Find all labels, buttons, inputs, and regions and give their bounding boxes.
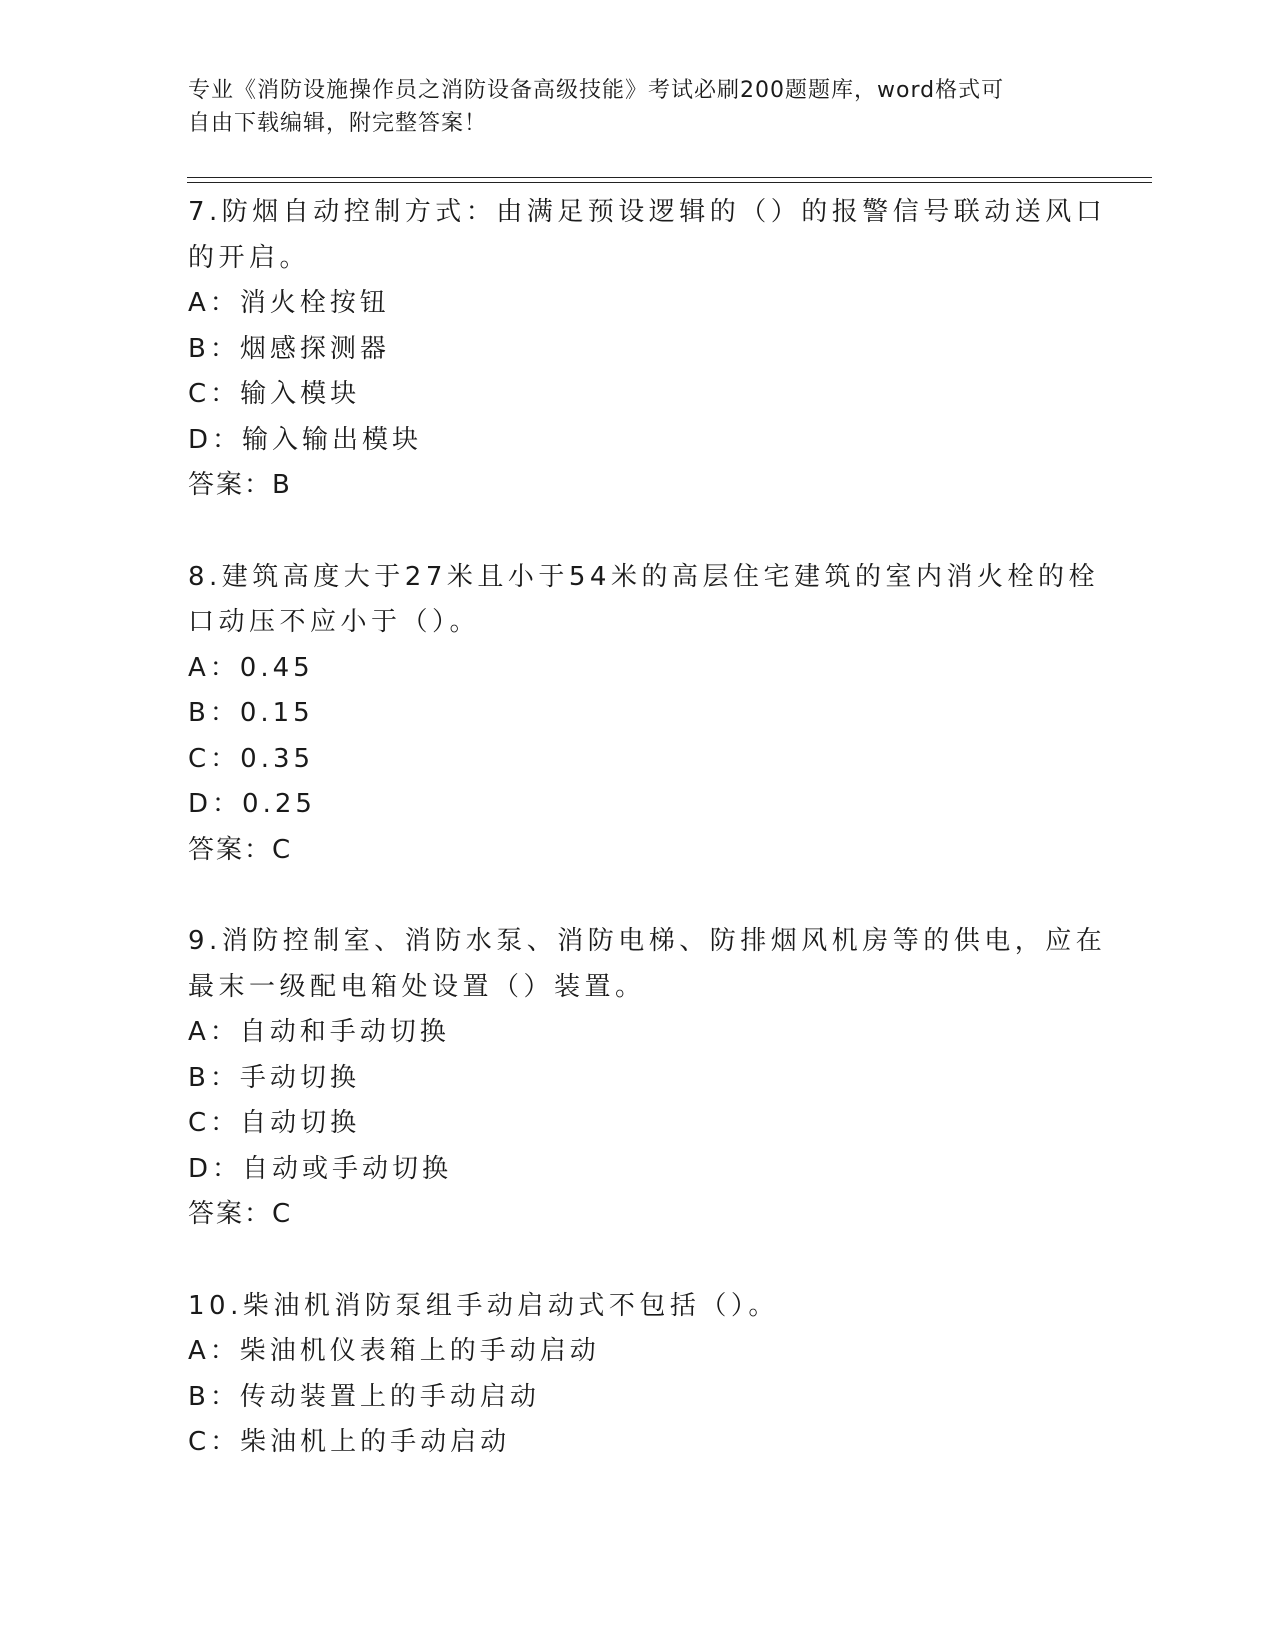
option-d: D：0.25 — [188, 789, 316, 819]
header-divider-bottom — [187, 182, 1152, 183]
option-a: A：自动和手动切换 — [188, 1017, 450, 1047]
question-9 — [188, 919, 1107, 1238]
answer-text: 答案：B — [188, 470, 292, 500]
header-line-1: 专业《消防设施操作员之消防设备高级技能》考试必刷200题题库，word格式可 — [188, 78, 1005, 103]
question-list — [188, 190, 1107, 1512]
stem-line: 7.防烟自动控制方式：由满足预设逻辑的（）的报警信号联动送风口 — [188, 197, 1107, 227]
option-d: D：自动或手动切换 — [188, 1153, 453, 1184]
option-c: C：输入模块 — [188, 379, 361, 409]
option-a: A：0.45 — [188, 652, 314, 683]
option-c: C：自动切换 — [188, 1108, 361, 1138]
option-b: B：0.15 — [188, 698, 314, 728]
option-b: B：手动切换 — [188, 1062, 360, 1093]
stem-line: 口动压不应小于（）。 — [188, 607, 481, 637]
question-8 — [188, 555, 1099, 874]
stem-line: 8.建筑高度大于27米且小于54米的高层住宅建筑的室内消火栓的栓 — [188, 561, 1099, 592]
option-a: A：消火栓按钮 — [188, 288, 390, 318]
stem-line: 的开启。 — [188, 242, 311, 273]
option-b: B：传动装置上的手动启动 — [188, 1381, 540, 1412]
option-a: A：柴油机仪表箱上的手动启动 — [188, 1336, 600, 1366]
option-c: C：0.35 — [188, 743, 315, 774]
stem-line: 9.消防控制室、消防水泵、消防电梯、防排烟风机房等的供电，应在 — [188, 926, 1107, 956]
question-stem — [188, 919, 1107, 1010]
question-7 — [188, 190, 1107, 509]
stem-line: 10.柴油机消防泵组手动启动式不包括（）。 — [188, 1290, 779, 1321]
option-b: B：烟感探测器 — [188, 333, 390, 364]
stem-line: 最末一级配电箱处设置（）装置。 — [188, 971, 646, 1002]
question-stem — [188, 555, 1099, 646]
answer-text: 答案：C — [188, 1199, 293, 1229]
header-line-2: 自由下载编辑，附完整答案！ — [188, 111, 488, 136]
header-divider-top — [187, 177, 1152, 178]
question-10 — [188, 1284, 1068, 1466]
option-c: C：柴油机上的手动启动 — [188, 1427, 511, 1457]
question-stem — [188, 190, 1107, 281]
document-header — [188, 74, 1068, 140]
answer-text: 答案：C — [188, 834, 293, 865]
option-d: D：输入输出模块 — [188, 424, 423, 455]
question-stem — [188, 1284, 1068, 1330]
